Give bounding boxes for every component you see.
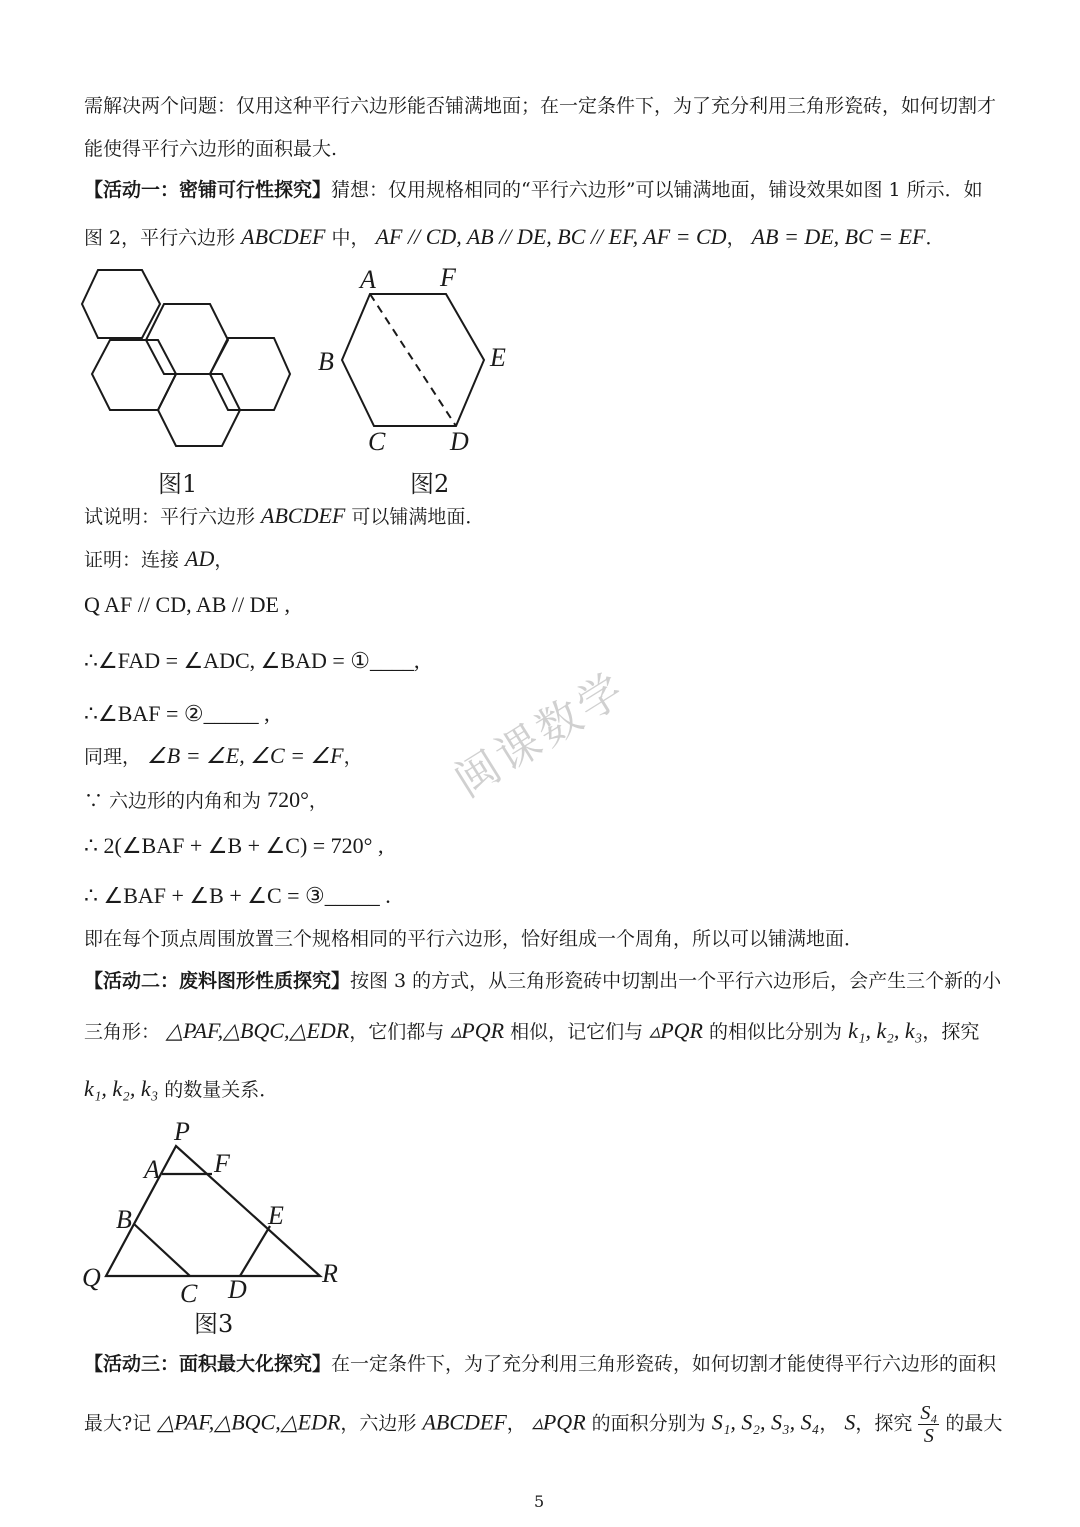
paragraph-line — [84, 1020, 979, 1042]
label-a: A — [360, 265, 376, 294]
fraction-s4-over-s — [918, 1402, 939, 1447]
text-span: ，六边形 — [340, 1412, 423, 1435]
fraction-denominator: S — [923, 1425, 934, 1447]
proof-line — [84, 745, 363, 767]
text-span: ， — [343, 746, 363, 768]
activity-three-heading: 【活动三：面积最大化探究】 — [84, 1353, 332, 1375]
text-span: 证明：连接 — [84, 549, 186, 571]
text-span: 同理， — [84, 746, 148, 768]
math-span: ABCDEF — [241, 224, 326, 249]
proof-line: ∴ ∠BAF + ∠B + ∠C = ③_____ . — [84, 883, 391, 908]
paragraph-line — [84, 505, 484, 527]
math-span: ▵PQR — [531, 1409, 586, 1435]
text-span: 三角形： — [84, 1021, 167, 1043]
paragraph-line: 需解决两个问题：仅用这种平行六边形能否铺满地面；在一定条件下，为了充分利用三角形瓷砖，如何切割才 — [84, 95, 997, 117]
label-c: C — [180, 1279, 198, 1308]
segment-bc — [134, 1224, 190, 1276]
label-d: D — [228, 1275, 247, 1304]
figure-3-triangle — [78, 1114, 368, 1344]
math-span: AB = DE, BC = EF — [751, 224, 926, 249]
figure-3-caption: 图3 — [194, 1310, 234, 1338]
paragraph-line: 即在每个顶点周围放置三个规格相同的平行六边形，恰好组成一个周角，所以可以铺满地面． — [84, 928, 864, 950]
activity-one-heading: 【活动一：密铺可行性探究】 — [84, 179, 332, 201]
watermark: 闽课数学 — [445, 662, 636, 808]
text-span: ∵ 六边形的内角和为 — [84, 790, 268, 812]
paragraph-line — [84, 548, 233, 570]
text-span: 的相似比分别为 — [702, 1021, 849, 1043]
text-span: 相似，记它们与 — [504, 1021, 650, 1043]
figure-2-hexagon — [312, 262, 532, 502]
math-span: ▵PQR — [450, 1018, 505, 1043]
math-span: S₁, S₂, S₃, S₄ — [711, 1409, 820, 1435]
text-span: 图 2，平行六边形 — [84, 227, 242, 249]
proof-line — [84, 789, 328, 811]
math-span: ABCDEF — [261, 503, 346, 528]
proof-line: ∴∠FAD = ∠ADC, ∠BAD = ①____, — [84, 648, 420, 673]
proof-line: ∴∠BAF = ②_____ , — [84, 701, 270, 726]
text-span: 可以铺满地面． — [345, 506, 485, 528]
paragraph-line: 能使得平行六边形的面积最大. — [84, 138, 338, 160]
label-d: D — [450, 427, 469, 456]
text-span: 最大?记 — [84, 1412, 158, 1435]
activity-two-text: 按图 3 的方式，从三角形瓷砖中切割出一个平行六边形后，会产生三个新的小 — [350, 970, 1002, 992]
figure-2-caption: 图2 — [410, 470, 450, 498]
label-f: F — [214, 1149, 230, 1178]
text-span: 的面积分别为 — [585, 1412, 712, 1435]
math-span: AD — [185, 546, 215, 571]
math-span: ∠B = ∠E, ∠C = ∠F — [147, 743, 344, 768]
activity-three-text: 在一定条件下，为了充分利用三角形瓷砖，如何切割才能使得平行六边形的面积 — [331, 1353, 997, 1375]
label-a: A — [144, 1155, 160, 1184]
page-number: 5 — [534, 1492, 545, 1511]
paragraph-line — [84, 226, 945, 248]
label-c: C — [368, 427, 386, 456]
label-f: F — [440, 263, 456, 292]
text-span: ， — [726, 227, 752, 249]
text-span: ， — [308, 790, 328, 812]
math-span: 720° — [267, 787, 309, 812]
segment-ed — [240, 1226, 270, 1276]
text-span: 的数量关系． — [158, 1079, 279, 1101]
math-span: k₁, k₂, k₃ — [848, 1018, 923, 1043]
activity-one-line — [84, 181, 983, 200]
activity-three-line — [84, 1355, 996, 1374]
text-span: ，探究 — [922, 1021, 980, 1043]
proof-line: Q AF // CD, AB // DE , — [84, 592, 290, 617]
text-span: ， — [506, 1412, 532, 1435]
math-span: ▵PQR — [649, 1018, 703, 1043]
math-span: S — [844, 1409, 856, 1435]
label-q: Q — [82, 1263, 101, 1292]
math-span: ABCDEF — [422, 1409, 507, 1435]
text-span: 中， — [325, 227, 376, 249]
text-span: 的最大 — [939, 1412, 1003, 1435]
figure-1-honeycomb — [80, 262, 300, 502]
label-b: B — [116, 1205, 132, 1234]
text-span: ，探究 — [855, 1412, 919, 1435]
text-span: ． — [925, 227, 945, 249]
text-span: ，它们都与 — [349, 1021, 451, 1043]
text-span: ， — [214, 549, 234, 571]
label-r: R — [322, 1259, 338, 1288]
activity-two-heading: 【活动二：废料图形性质探究】 — [84, 970, 351, 992]
math-span: k₁, k₂, k₃ — [84, 1076, 159, 1101]
triangle-pqr — [106, 1146, 320, 1276]
text-span: 试说明：平行六边形 — [84, 506, 262, 528]
hexagon-abcdef — [342, 294, 484, 426]
math-span: △PAF,△BQC,△EDR — [157, 1409, 341, 1435]
hexagon — [82, 270, 160, 338]
fraction-numerator: S₄ — [920, 1402, 938, 1424]
activity-two-line — [84, 972, 1001, 991]
text-span: ， — [819, 1412, 845, 1435]
paragraph-line — [84, 1402, 1002, 1447]
proof-line: ∴ 2(∠BAF + ∠B + ∠C) = 720° , — [84, 833, 384, 858]
math-span: △PAF,△BQC,△EDR — [166, 1018, 350, 1043]
label-p: P — [174, 1117, 190, 1146]
activity-one-text: 猜想：仅用规格相同的“平行六边形”可以铺满地面，铺设效果如图 1 所示．如 — [331, 179, 983, 201]
label-e: E — [268, 1201, 284, 1230]
paragraph-line — [84, 1078, 278, 1100]
label-b: B — [318, 347, 334, 376]
label-e: E — [490, 343, 506, 372]
diagonal-ad — [370, 294, 456, 426]
figure-1-caption: 图1 — [158, 470, 198, 498]
math-span: AF // CD, AB // DE, BC // EF, AF = CD — [375, 224, 727, 249]
